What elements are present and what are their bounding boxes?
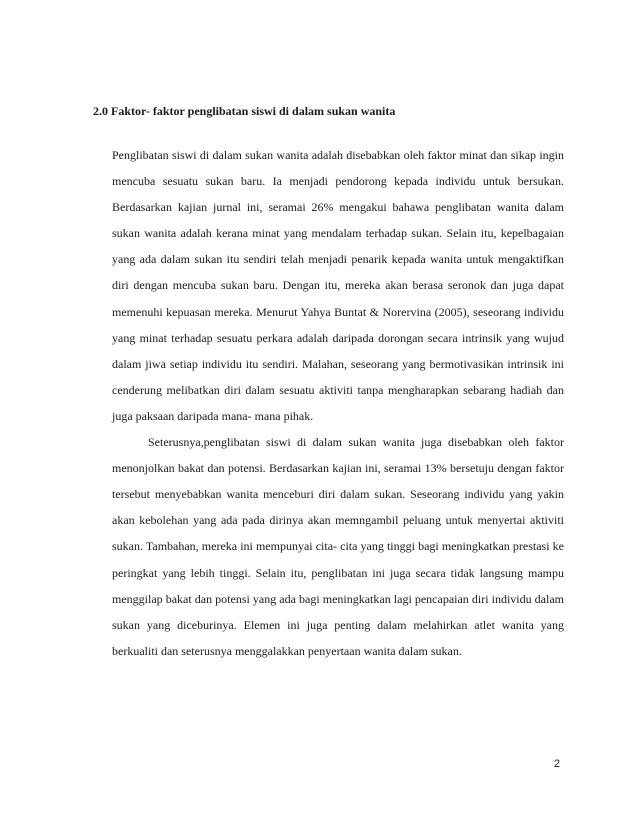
body-text bbox=[112, 142, 564, 664]
page-number: 2 bbox=[553, 758, 560, 770]
section-heading: 2.0 Faktor- faktor penglibatan siswi di dalam sukan wanita bbox=[93, 104, 396, 118]
paragraph-1: Penglibatan siswi di dalam sukan wanita adalah disebabkan oleh faktor minat dan sikap ingin mencuba sesuatu sukan baru. Ia menjadi pendorong kepada individu untuk bersukan. Berdasarkan kajian jurnal ini, seramai 26% mengakui bahawa penglibatan wanita dalam sukan wanita adalah kerana minat yang mendalam terhadap sukan. Selain itu, kepelbagaian yang ada dalam sukan itu sendiri telah menjadi penarik kepada wanita untuk mengaktifkan diri dengan mencuba sukan baru. Dengan itu, mereka akan berasa seronok dan juga dapat memenuhi kepuasan mereka. Menurut Yahya Buntat & Norervina (2005), seseorang individu yang minat terhadap sesuatu perkara adalah daripada dorongan secara intrinsik yang wujud dalam jiwa setiap individu itu sendiri. Malahan, seseorang yang bermotivasikan intrinsik ini cenderung melibatkan diri dalam sesuatu aktiviti tanpa mengharapkan sebarang hadiah dan juga paksaan daripada mana- mana pihak. bbox=[112, 148, 564, 423]
paragraph-2: Seterusnya,penglibatan siswi di dalam sukan wanita juga disebabkan oleh faktor menonjolkan bakat dan potensi. Berdasarkan kajian ini, seramai 13% bersetuju dengan faktor tersebut menyebabkan wanita menceburi diri dalam sukan. Seseorang individu yang yakin akan kebolehan yang ada pada dirinya akan memngambil peluang untuk menyertai aktiviti sukan. Tambahan, mereka ini mempunyai cita- cita yang tinggi bagi meningkatkan prestasi ke peringkat yang lebih tinggi. Selain itu, penglibatan ini juga secara tidak langsung mampu menggilap bakat dan potensi yang ada bagi meningkatkan lagi pencapaian diri individu dalam sukan yang diceburinya. Elemen ini juga penting dalam melahirkan atlet wanita yang berkualiti dan seterusnya menggalakkan penyertaan wanita dalam sukan. bbox=[112, 435, 564, 658]
